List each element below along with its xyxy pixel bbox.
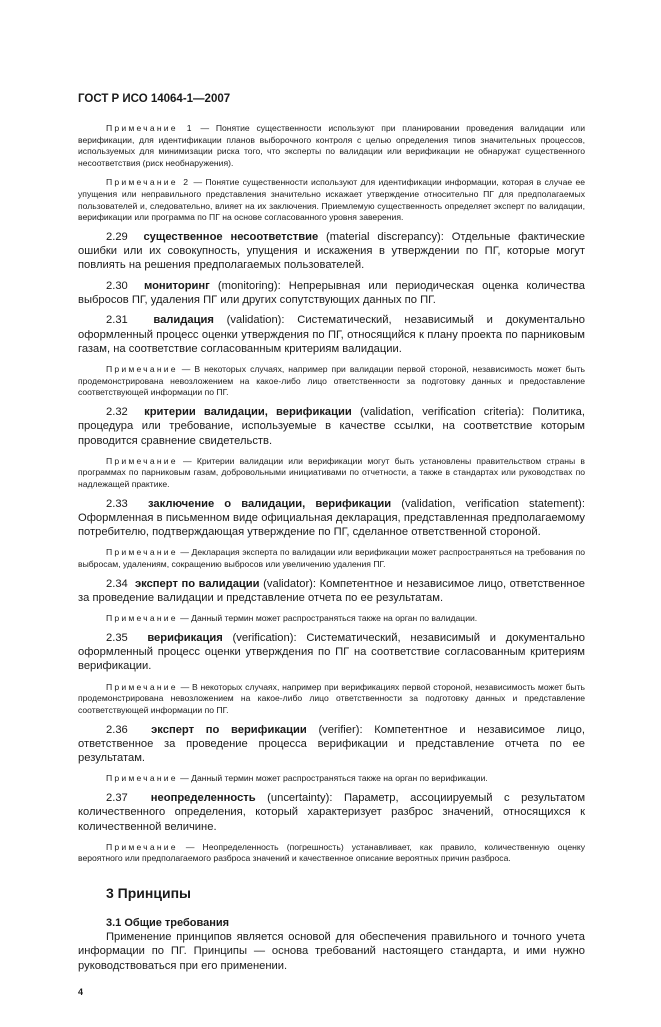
note-text: — Данный термин может распространяться также на орган по верификации.: [180, 773, 488, 784]
note-text: — Понятие существенности используют при планировании проведения валидации или верификации, для идентификации планов выборочного контроля с целью определения типов значительных процессов, используемых для минимизации риска того, что эксперты по валидации или верификации не обнаружат существенного несоответствия (риск необнаружения).: [78, 123, 586, 168]
note: [78, 364, 585, 399]
term-text: Компетентное и независимое лицо, ответственное за проведение валидации и представление отчета по ее результатам.: [78, 577, 586, 604]
note-text: — Неопределенность (погрешность) устанавливает, как правило, количественную оценку вероятного или предполагаемого разброса значений и качественное описание вероятных причин разброса.: [78, 841, 585, 864]
term-english: (uncertainty):: [267, 792, 333, 804]
note-label: Примечание: [106, 455, 178, 466]
note-text: — В некоторых случаях, например при верификациях первой стороной, независимость может быть продемонстрирована невозложением на какое-либо лицо ответственности за подготовку данных и представление соответствующей информации по ПГ.: [78, 681, 586, 715]
term-name: критерии валидации, верификации: [144, 405, 352, 418]
note-label: Примечание 1: [106, 123, 194, 133]
term-text: Политика, процедура или требование, используемые в качестве ссылки, на соответствие которым проводится сравнение свидетельств.: [78, 405, 586, 447]
note-label: Примечание: [106, 613, 178, 624]
term-definition: [78, 405, 585, 448]
document-header: ГОСТ Р ИСО 14064-1—2007: [78, 93, 231, 105]
term-english: (validation, verification criteria):: [359, 405, 525, 418]
term-english: (material discrepancy):: [326, 230, 444, 243]
term-number: 2.31: [106, 314, 128, 327]
term-english: (validator):: [263, 577, 317, 590]
note-label: Примечание: [106, 364, 178, 375]
term-definition: [78, 631, 585, 674]
term-definition: [78, 577, 585, 606]
term-name: существенное несоответствие: [143, 230, 319, 243]
note: [78, 123, 585, 169]
term-definition: [78, 279, 585, 308]
term-definition: [78, 230, 585, 273]
term-english: (validation):: [226, 314, 285, 327]
definitions-list: [78, 123, 585, 865]
term-definition: [78, 723, 585, 766]
page-number: 4: [78, 986, 84, 997]
term-number: 2.36: [106, 723, 128, 736]
term-name: неопределенность: [150, 792, 256, 804]
term-text: Непрерывная или периодическая оценка количества выбросов ПГ, удаления ПГ или других сопутствующих данных по ПГ.: [78, 279, 585, 306]
note-label: Примечание: [106, 841, 178, 852]
note-label: Примечание: [106, 773, 178, 784]
note: [78, 547, 585, 570]
note: [78, 842, 585, 865]
term-name: валидация: [153, 314, 214, 327]
note: [78, 177, 585, 223]
term-number: 2.35: [106, 631, 128, 644]
note-label: Примечание: [106, 681, 178, 692]
note-text: — Данный термин может распространяться также на орган по валидации.: [180, 613, 478, 624]
term-name: мониторинг: [143, 279, 210, 292]
note-label: Примечание: [106, 547, 178, 558]
term-number: 2.34: [106, 577, 128, 590]
term-number: 2.33: [106, 497, 128, 510]
section-heading: 3 Принципы: [106, 885, 191, 902]
note: [78, 682, 585, 717]
term-number: 2.32: [106, 405, 128, 418]
term-name: эксперт по верификации: [151, 723, 307, 736]
term-number: 2.29: [106, 230, 128, 243]
term-name: заключение о валидации, верификации: [148, 497, 392, 510]
term-text: Параметр, ассоциируемый с результатом количественного определения, который характеризует разброс значений, относящихся к количественной величине.: [78, 792, 586, 833]
term-english: (verification):: [232, 631, 297, 644]
term-text: Компетентное и независимое лицо, ответственное за проведение процесса верификации и представление отчета по ее результатам.: [78, 723, 585, 765]
note-label: Примечание 2: [106, 177, 191, 188]
term-name: эксперт по валидации: [134, 577, 260, 590]
note: [78, 456, 585, 491]
note-text: — Понятие существенности используют для идентификации информации, которая в случае ее упущения или неправильного представления значительно искажает утверждение относительно ПГ для предполагаемых пользователей и, следовательно, влияет на их заключения. Приемлемую существенность определяет эксперт по валидации, верификации или программа по ПГ на основе согласованного уровня заверения.: [78, 177, 586, 223]
term-text: Систематический, независимый и документально оформленный процесс оценки утверждения по ПГ на соответствие согласованным критериям верификации.: [78, 631, 586, 673]
term-text: Оформленная в письменном виде официальная декларация, представленная предполагаемому потребителю, подтверждающая утверждение по ПГ, сделанное ответственной стороной.: [78, 511, 585, 539]
term-english: (validation, verification statement):: [401, 497, 585, 510]
note: [78, 773, 585, 785]
section-paragraph: Применение принципов является основой для обеспечения правильного и точного учета информации по ПГ. Принципы — основа требований настоящего стандарта, и ими нужно руководствоваться при его применении.: [78, 931, 585, 972]
term-definition: [78, 791, 585, 834]
term-definition: [78, 313, 585, 356]
term-english: (monitoring):: [217, 279, 281, 292]
term-number: 2.30: [106, 279, 128, 292]
note-text: — В некоторых случаях, например при валидации первой стороной, независимость может быть продемонстрирована невозложением на какое-либо лицо ответственности за подготовку данных и предоставление соответствующей информации по ПГ.: [78, 364, 586, 398]
term-number: 2.37: [106, 792, 128, 804]
note-text: — Критерии валидации или верификации могут быть установлены правительством страны в программах по парниковым газам, добровольными инициативами по отчетности, а также в стандартах или руководствах по надлежащей практике.: [78, 455, 585, 489]
note-text: — Декларация эксперта по валидации или верификации может распространяться на требования по выбросам, удалениям, сокращению выбросов или увеличению удаления ПГ.: [78, 547, 586, 570]
term-definition: [78, 497, 585, 540]
note: [78, 613, 585, 625]
term-text: Отдельные фактические ошибки или их совокупность, упущения и искажения в утверждении по ПГ, которые могут повлиять на решения предполагаемых пользователей.: [78, 230, 586, 272]
term-text: Систематический, независимый и документально оформленный процесс оценки утверждения по ПГ, относящийся к плану проекта по парниковым газам, на соответствие согласованным критериям валидации.: [78, 314, 586, 355]
term-name: верификация: [147, 631, 223, 644]
term-english: (verifier):: [318, 723, 363, 736]
subsection-heading: 3.1 Общие требования: [106, 917, 230, 930]
